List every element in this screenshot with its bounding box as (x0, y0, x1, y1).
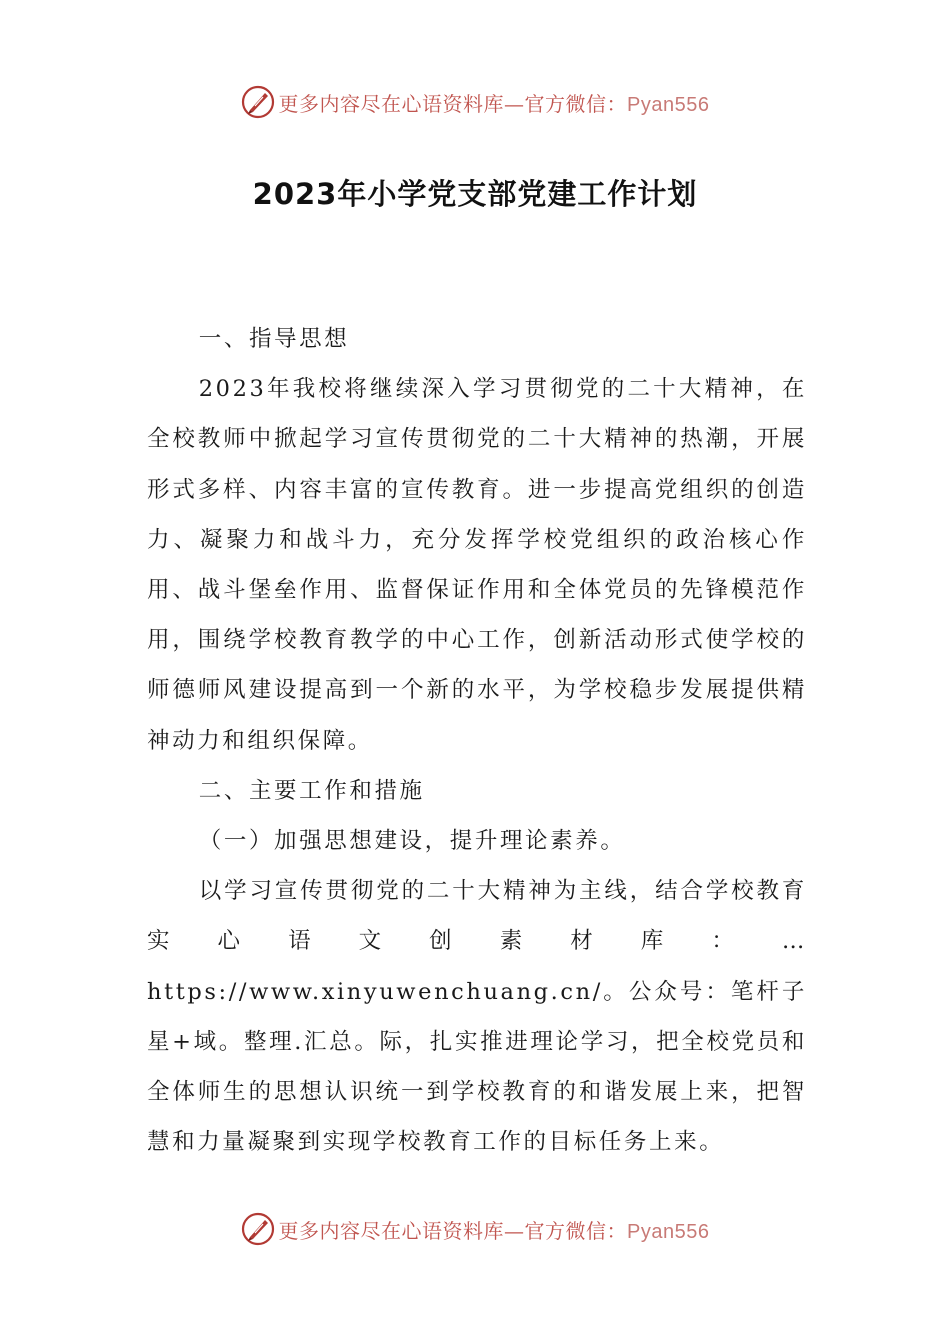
section-2-paragraph-1: 以学习宣传贯彻党的二十大精神为主线，结合学校教育实心语文创素材库：…https://www.xinyuwenchuang.cn/。公众号：笔杆子星+域。整理.汇总。际，扎实推进理论学习，把全校党员和全体师生的思想认识统一到学校教育的和谐发展上来，把智慧和力量凝聚到实现学校教育工作的目标任务上来。 (147, 878, 807, 1156)
banner-wechat-id: Pyan556 (627, 1220, 710, 1243)
section-1-paragraph: 2023年我校将继续深入学习贯彻党的二十大精神，在全校教师中掀起学习宣传贯彻党的二十大精神的热潮，开展形式多样、内容丰富的宣传教育。进一步提高党组织的创造力、凝聚力和战斗力，充分发挥学校党组织的政治核心作用、战斗堡垒作用、监督保证作用和全体党员的先锋模范作用，围绕学校教育教学的中心工作，创新活动形式使学校的师德师风建设提高到一个新的水平，为学校稳步发展提供精神动力和组织保障。 (147, 376, 807, 754)
section-2-subheading-1: （一）加强思想建设，提升理论素养。 (198, 828, 626, 855)
banner-main-text: 更多内容尽在心语资料库—官方微信： (278, 1218, 628, 1243)
footer-banner (0, 1209, 950, 1249)
banner-main-text: 更多内容尽在心语资料库—官方微信： (278, 91, 628, 116)
banner-text (279, 1215, 710, 1244)
document-body (147, 314, 807, 1167)
header-banner (0, 82, 950, 122)
quill-pen-logo-icon (241, 85, 275, 119)
banner-wechat-id: Pyan556 (627, 93, 710, 116)
banner-text (279, 88, 710, 117)
section-1-heading: 一、指导思想 (198, 326, 350, 352)
page-title: 2023年小学党支部党建工作计划 (252, 177, 698, 211)
section-2-heading: 二、主要工作和措施 (198, 777, 425, 804)
quill-pen-logo-icon (241, 1212, 275, 1246)
